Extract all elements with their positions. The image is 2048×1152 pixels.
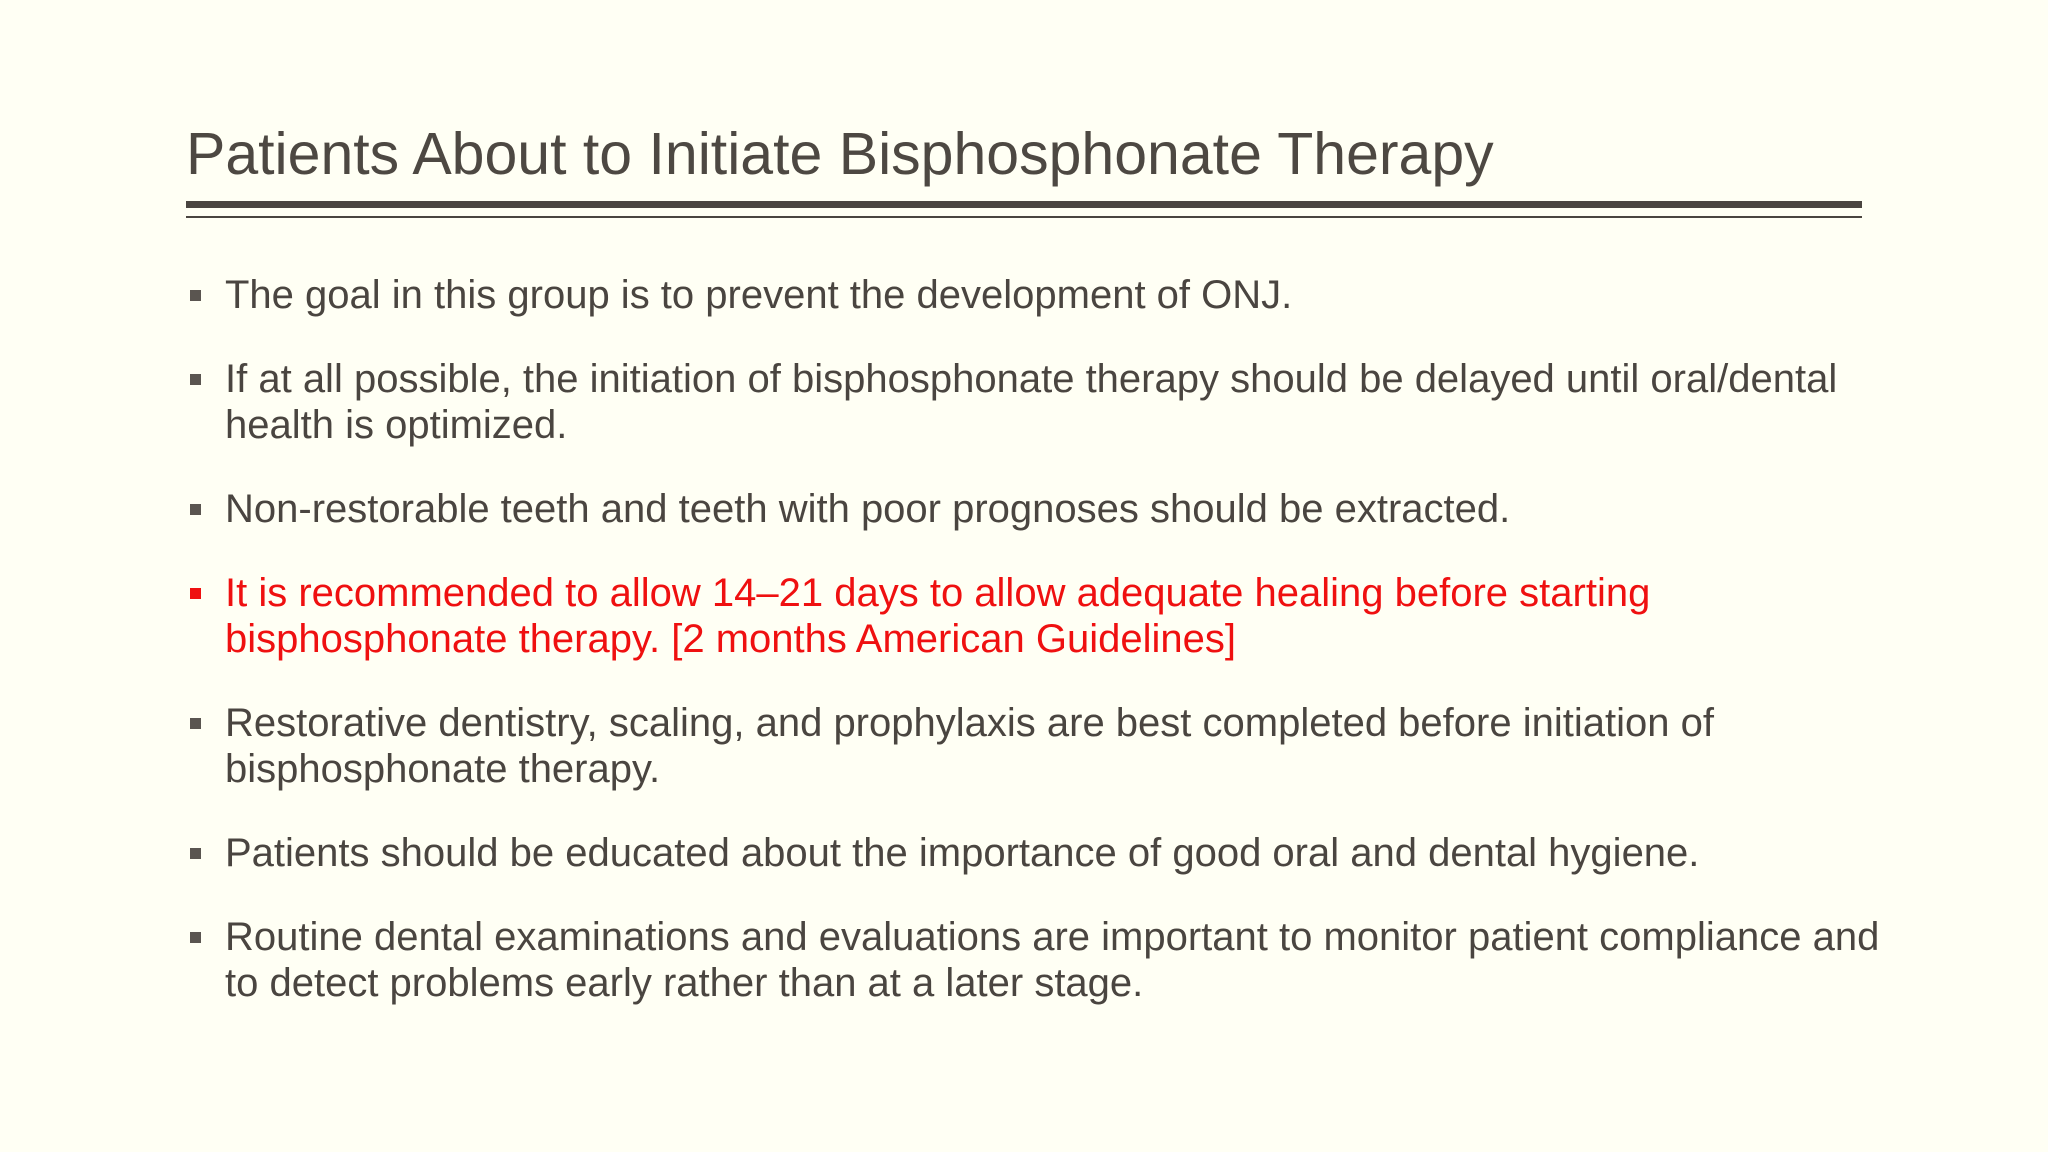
bullet-item: [186, 830, 1886, 876]
bullet-item: [186, 700, 1886, 792]
bullet-text: It is recommended to allow 14–21 days to allow adequate healing before starting bisphosphonate therapy. [2 months American Guidelines]: [225, 571, 1651, 661]
square-bullet-icon: [190, 848, 201, 859]
bullet-item: [186, 272, 1886, 318]
bullet-item-highlighted: [186, 570, 1886, 662]
square-bullet-icon: [190, 504, 201, 515]
bullet-text: If at all possible, the initiation of bisphosphonate therapy should be delayed until oral/dental health is optimized.: [225, 357, 1838, 447]
title-underline-thick: [186, 201, 1862, 208]
slide-title: Patients About to Initiate Bisphosphonate Therapy: [186, 121, 1494, 187]
bullet-text: Restorative dentistry, scaling, and prophylaxis are best completed before initiation of bisphosphonate therapy.: [225, 701, 1714, 791]
square-bullet-icon: [190, 290, 201, 301]
square-bullet-icon: [190, 588, 201, 599]
title-underline-thin: [186, 216, 1862, 218]
square-bullet-icon: [190, 374, 201, 385]
bullet-item: [186, 486, 1886, 532]
bullet-list: [186, 272, 1886, 1044]
bullet-text: Routine dental examinations and evaluations are important to monitor patient compliance and to detect problems early rather than at a later stage.: [225, 915, 1880, 1005]
square-bullet-icon: [190, 718, 201, 729]
square-bullet-icon: [190, 932, 201, 943]
bullet-text: The goal in this group is to prevent the development of ONJ.: [225, 273, 1293, 317]
bullet-text: Non-restorable teeth and teeth with poor prognoses should be extracted.: [225, 487, 1511, 531]
bullet-text: Patients should be educated about the importance of good oral and dental hygiene.: [225, 831, 1700, 875]
bullet-item: [186, 356, 1886, 448]
bullet-item: [186, 914, 1886, 1006]
